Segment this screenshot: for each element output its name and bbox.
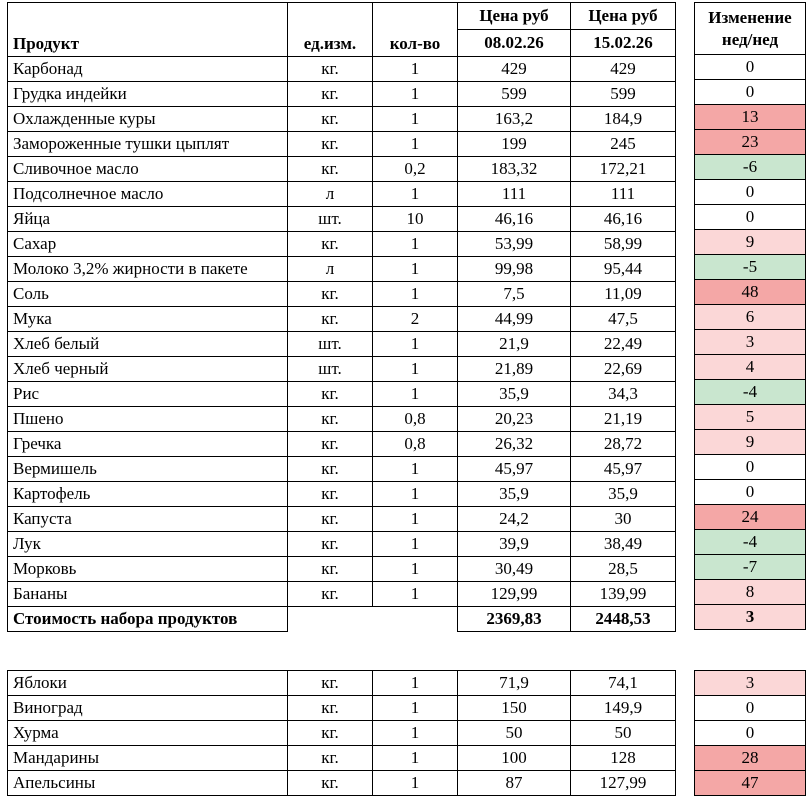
change-row: [695, 80, 806, 105]
change-table: [694, 2, 806, 630]
quantity: 1: [373, 232, 458, 257]
quantity: 1: [373, 282, 458, 307]
unit: шт.: [288, 207, 373, 232]
change-row: [695, 355, 806, 380]
table-row: [8, 232, 676, 257]
change-value: 13: [695, 105, 806, 130]
total-change-value: 3: [695, 605, 806, 630]
change-value: 47: [695, 771, 806, 796]
change-row: [695, 55, 806, 80]
price-week2: 22,69: [571, 357, 676, 382]
change-value: -4: [695, 530, 806, 555]
unit: кг.: [288, 532, 373, 557]
price-week2: 11,09: [571, 282, 676, 307]
change-row: [695, 380, 806, 405]
table-row: [8, 557, 676, 582]
quantity: 0,8: [373, 407, 458, 432]
change-value: -7: [695, 555, 806, 580]
change-value: 6: [695, 305, 806, 330]
table-row: [8, 482, 676, 507]
table-row: [8, 182, 676, 207]
quantity: 1: [373, 182, 458, 207]
price-week2: 30: [571, 507, 676, 532]
table-row: [8, 132, 676, 157]
quantity: 1: [373, 482, 458, 507]
price-week2: 184,9: [571, 107, 676, 132]
price-week1: 50: [458, 721, 571, 746]
product-name: Яйца: [8, 207, 288, 232]
price-week1: 199: [458, 132, 571, 157]
price-week1: 20,23: [458, 407, 571, 432]
price-week2: 128: [571, 746, 676, 771]
change-row: [695, 721, 806, 746]
change-value: 4: [695, 355, 806, 380]
price-week2: 172,21: [571, 157, 676, 182]
unit: кг.: [288, 307, 373, 332]
change-value: 3: [695, 330, 806, 355]
header-change: [695, 3, 806, 55]
product-name: Бананы: [8, 582, 288, 607]
product-name: Картофель: [8, 482, 288, 507]
product-name: Рис: [8, 382, 288, 407]
table-row: [8, 307, 676, 332]
product-name: Грудка индейки: [8, 82, 288, 107]
unit: кг.: [288, 482, 373, 507]
change-value: 0: [695, 455, 806, 480]
price-week2: 149,9: [571, 696, 676, 721]
unit: кг.: [288, 582, 373, 607]
table-row: [8, 157, 676, 182]
change-value: 0: [695, 696, 806, 721]
quantity: 1: [373, 696, 458, 721]
product-name: Гречка: [8, 432, 288, 457]
quantity: 1: [373, 107, 458, 132]
unit: кг.: [288, 282, 373, 307]
change-row: [695, 696, 806, 721]
change-value: -6: [695, 155, 806, 180]
total-price-week2: 2448,53: [571, 607, 676, 632]
change-row: [695, 280, 806, 305]
change-row: [695, 530, 806, 555]
price-week1: 26,32: [458, 432, 571, 457]
product-name: Морковь: [8, 557, 288, 582]
header-price2-date: 15.02.26: [571, 30, 676, 57]
header-change-bottom: нед/нед: [721, 29, 779, 49]
quantity: 1: [373, 57, 458, 82]
unit: кг.: [288, 671, 373, 696]
quantity: 1: [373, 771, 458, 796]
price-week1: 46,16: [458, 207, 571, 232]
quantity: 1: [373, 132, 458, 157]
price-week2: 58,99: [571, 232, 676, 257]
product-name: Хлеб черный: [8, 357, 288, 382]
change-value: 24: [695, 505, 806, 530]
change-row: [695, 455, 806, 480]
price-table: [7, 2, 676, 632]
header-product: Продукт: [8, 3, 288, 57]
product-name: Яблоки: [8, 671, 288, 696]
change-value: 0: [695, 480, 806, 505]
header-price1-label: Цена руб: [458, 3, 571, 30]
product-name: Капуста: [8, 507, 288, 532]
quantity: 1: [373, 382, 458, 407]
change-value: -5: [695, 255, 806, 280]
quantity: 1: [373, 582, 458, 607]
change-value: 8: [695, 580, 806, 605]
table-row: [8, 357, 676, 382]
total-empty-unit: [288, 607, 373, 632]
total-price-week1: 2369,83: [458, 607, 571, 632]
change-row: [695, 305, 806, 330]
unit: л: [288, 182, 373, 207]
unit: шт.: [288, 357, 373, 382]
quantity: 1: [373, 746, 458, 771]
price-week2: 74,1: [571, 671, 676, 696]
price-week2: 28,72: [571, 432, 676, 457]
quantity: 1: [373, 507, 458, 532]
price-week1: 150: [458, 696, 571, 721]
price-week2: 28,5: [571, 557, 676, 582]
product-name: Хлеб белый: [8, 332, 288, 357]
table-row: [8, 771, 676, 796]
change-value: 0: [695, 55, 806, 80]
quantity: 0,2: [373, 157, 458, 182]
unit: кг.: [288, 132, 373, 157]
unit: кг.: [288, 746, 373, 771]
fruit-change-table: [694, 670, 806, 796]
change-value: 23: [695, 130, 806, 155]
quantity: 1: [373, 82, 458, 107]
price-week1: 129,99: [458, 582, 571, 607]
change-row: [695, 555, 806, 580]
price-week2: 34,3: [571, 382, 676, 407]
change-row: [695, 771, 806, 796]
price-week2: 139,99: [571, 582, 676, 607]
unit: кг.: [288, 82, 373, 107]
product-name: Вермишель: [8, 457, 288, 482]
price-week1: 599: [458, 82, 571, 107]
change-value: 0: [695, 80, 806, 105]
header-price2-label: Цена руб: [571, 3, 676, 30]
header-price1-date: 08.02.26: [458, 30, 571, 57]
product-name: Замороженные тушки цыплят: [8, 132, 288, 157]
change-row: [695, 105, 806, 130]
unit: кг.: [288, 771, 373, 796]
change-value: 48: [695, 280, 806, 305]
price-week1: 24,2: [458, 507, 571, 532]
product-name: Подсолнечное масло: [8, 182, 288, 207]
price-week1: 35,9: [458, 482, 571, 507]
price-week2: 22,49: [571, 332, 676, 357]
change-row: [695, 580, 806, 605]
unit: кг.: [288, 457, 373, 482]
quantity: 10: [373, 207, 458, 232]
price-week2: 111: [571, 182, 676, 207]
price-week2: 21,19: [571, 407, 676, 432]
price-week1: 111: [458, 182, 571, 207]
table-row: [8, 282, 676, 307]
unit: кг.: [288, 557, 373, 582]
change-row: [695, 671, 806, 696]
change-value: 28: [695, 746, 806, 771]
table-row: [8, 457, 676, 482]
quantity: 0,8: [373, 432, 458, 457]
table-row: [8, 582, 676, 607]
change-value: 3: [695, 671, 806, 696]
price-week2: 45,97: [571, 457, 676, 482]
product-name: Апельсины: [8, 771, 288, 796]
price-week2: 245: [571, 132, 676, 157]
table-row: [8, 207, 676, 232]
change-value: 9: [695, 230, 806, 255]
price-week1: 44,99: [458, 307, 571, 332]
unit: кг.: [288, 382, 373, 407]
table-row: [8, 257, 676, 282]
quantity: 1: [373, 357, 458, 382]
unit: кг.: [288, 107, 373, 132]
quantity: 1: [373, 532, 458, 557]
product-name: Молоко 3,2% жирности в пакете: [8, 257, 288, 282]
change-value: -4: [695, 380, 806, 405]
product-name: Сливочное масло: [8, 157, 288, 182]
quantity: 1: [373, 257, 458, 282]
change-row: [695, 330, 806, 355]
total-change-row: [695, 605, 806, 630]
price-week2: 46,16: [571, 207, 676, 232]
price-week1: 100: [458, 746, 571, 771]
table-row: [8, 746, 676, 771]
change-row: [695, 130, 806, 155]
price-week1: 7,5: [458, 282, 571, 307]
price-week2: 599: [571, 82, 676, 107]
total-empty-qty: [373, 607, 458, 632]
change-row: [695, 205, 806, 230]
price-week2: 95,44: [571, 257, 676, 282]
product-name: Сахар: [8, 232, 288, 257]
product-name: Пшено: [8, 407, 288, 432]
unit: л: [288, 257, 373, 282]
table-row: [8, 407, 676, 432]
price-week1: 429: [458, 57, 571, 82]
product-name: Мандарины: [8, 746, 288, 771]
unit: кг.: [288, 407, 373, 432]
change-row: [695, 230, 806, 255]
change-value: 5: [695, 405, 806, 430]
table-row: [8, 332, 676, 357]
change-value: 0: [695, 721, 806, 746]
header-unit: ед.изм.: [288, 3, 373, 57]
header-qty: кол-во: [373, 3, 458, 57]
price-week2: 127,99: [571, 771, 676, 796]
price-week2: 429: [571, 57, 676, 82]
change-row: [695, 505, 806, 530]
price-week1: 35,9: [458, 382, 571, 407]
price-week1: 53,99: [458, 232, 571, 257]
price-week1: 71,9: [458, 671, 571, 696]
product-name: Лук: [8, 532, 288, 557]
unit: кг.: [288, 157, 373, 182]
quantity: 2: [373, 307, 458, 332]
quantity: 1: [373, 332, 458, 357]
price-week1: 183,32: [458, 157, 571, 182]
price-week1: 45,97: [458, 457, 571, 482]
table-row: [8, 696, 676, 721]
price-week2: 35,9: [571, 482, 676, 507]
quantity: 1: [373, 721, 458, 746]
change-row: [695, 430, 806, 455]
product-name: Хурма: [8, 721, 288, 746]
table-row: [8, 57, 676, 82]
product-name: Соль: [8, 282, 288, 307]
unit: кг.: [288, 721, 373, 746]
change-row: [695, 255, 806, 280]
table-row: [8, 82, 676, 107]
price-week2: 47,5: [571, 307, 676, 332]
change-row: [695, 480, 806, 505]
price-week1: 163,2: [458, 107, 571, 132]
price-week1: 87: [458, 771, 571, 796]
table-row: [8, 671, 676, 696]
unit: кг.: [288, 696, 373, 721]
unit: шт.: [288, 332, 373, 357]
table-row: [8, 721, 676, 746]
product-name: Карбонад: [8, 57, 288, 82]
total-label: Стоимость набора продуктов: [8, 607, 288, 632]
change-row: [695, 405, 806, 430]
price-week2: 50: [571, 721, 676, 746]
change-row: [695, 746, 806, 771]
product-name: Охлажденные куры: [8, 107, 288, 132]
price-week1: 39,9: [458, 532, 571, 557]
table-row: [8, 532, 676, 557]
unit: кг.: [288, 232, 373, 257]
change-value: 9: [695, 430, 806, 455]
product-name: Мука: [8, 307, 288, 332]
price-week1: 99,98: [458, 257, 571, 282]
price-week1: 21,89: [458, 357, 571, 382]
quantity: 1: [373, 557, 458, 582]
quantity: 1: [373, 457, 458, 482]
unit: кг.: [288, 432, 373, 457]
change-value: 0: [695, 205, 806, 230]
unit: кг.: [288, 507, 373, 532]
table-row: [8, 107, 676, 132]
product-name: Виноград: [8, 696, 288, 721]
price-week1: 21,9: [458, 332, 571, 357]
quantity: 1: [373, 671, 458, 696]
price-week2: 38,49: [571, 532, 676, 557]
table-row: [8, 382, 676, 407]
fruit-table: [7, 670, 676, 796]
table-row: [8, 432, 676, 457]
price-week1: 30,49: [458, 557, 571, 582]
header-change-top: Изменение: [708, 7, 792, 27]
table-row: [8, 507, 676, 532]
change-row: [695, 155, 806, 180]
change-value: 0: [695, 180, 806, 205]
total-row: [8, 607, 676, 632]
change-row: [695, 180, 806, 205]
unit: кг.: [288, 57, 373, 82]
